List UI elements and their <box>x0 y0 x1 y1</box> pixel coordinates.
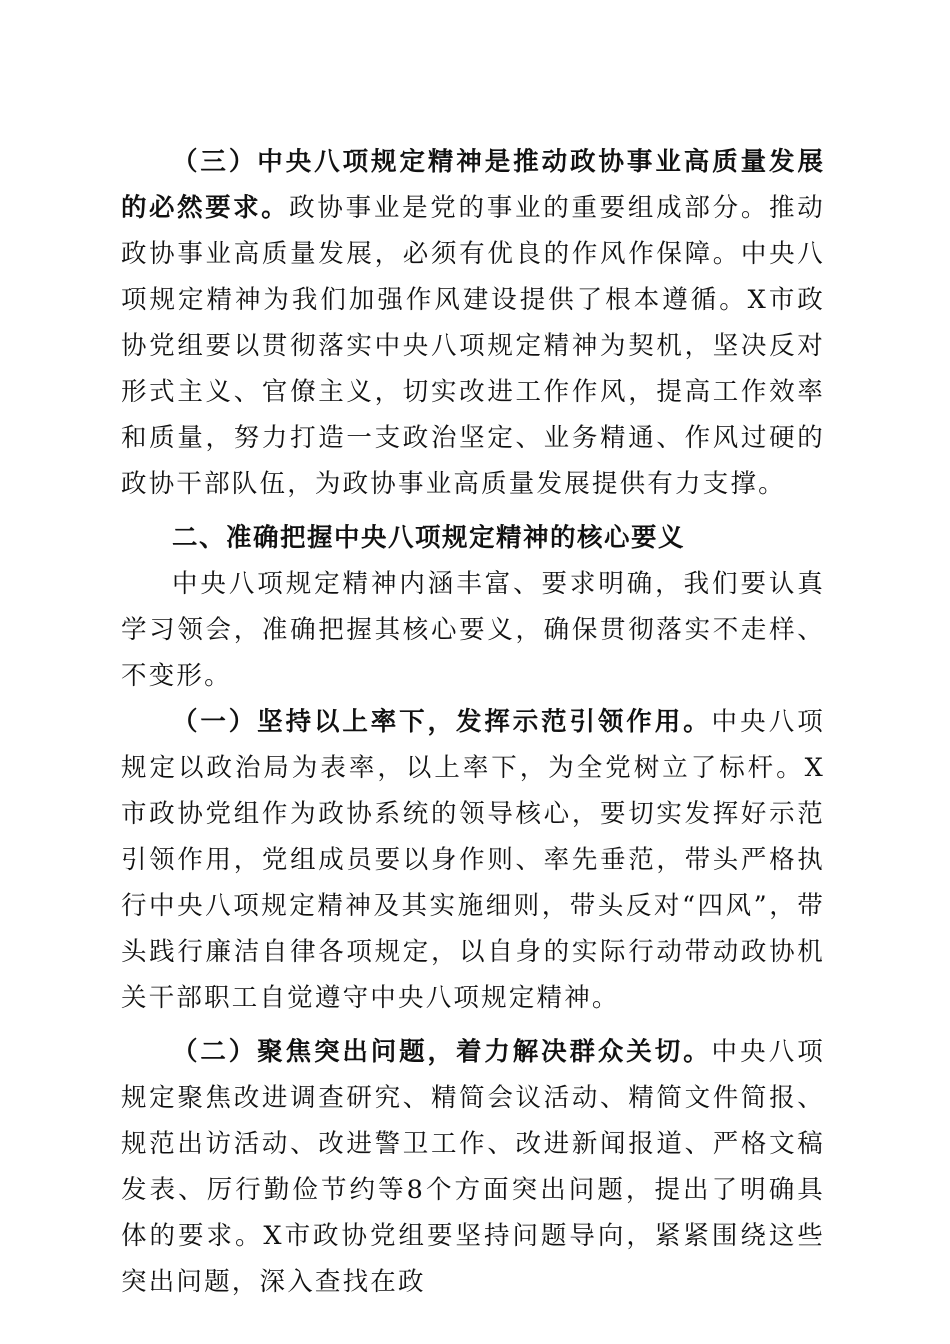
paragraph-lead: （二）聚焦突出问题，着力解决群众关切。 <box>172 1037 712 1067</box>
paragraph-text: 政协事业是党的事业的重要组成部分。推动政协事业高质量发展，必须有优良的作风作保障。中央八项规定精神为我们加强作风建设提供了根本遵循。X市政协党组要以贯彻落实中央八项规定精神为契机，坚决反对形式主义、官僚主义，切实改进工作作风，提高工作效率和质量，努力打造一支政治坚定、业务精通、作风过硬的政协干部队伍，为政协事业高质量发展提供有力支撑。 <box>121 193 825 499</box>
paragraph-text: 中央八项规定聚焦改进调查研究、精简会议活动、精简文件简报、规范出访活动、改进警卫工作、改进新闻报道、严格文稿发表、厉行勤俭节约等8个方面突出问题，提出了明确具体的要求。X市政协党组要坚持问题导向，紧紧围绕这些突出问题，深入查找在政 <box>121 1037 825 1297</box>
paragraph-section-three <box>121 139 825 507</box>
paragraph-text: 中央八项规定以政治局为表率，以上率下，为全党树立了标杆。X市政协党组作为政协系统的领导核心，要切实发挥好示范引领作用，党组成员要以身作则、率先垂范，带头严格执行中央八项规定精神及其实施细则，带头反对“四风”，带头践行廉洁自律各项规定，以自身的实际行动带动政协机关干部职工自觉遵守中央八项规定精神。 <box>121 707 825 1013</box>
paragraph-lead: （一）坚持以上率下，发挥示范引领作用。 <box>172 707 712 737</box>
paragraph-text: 中央八项规定精神内涵丰富、要求明确，我们要认真学习领会，准确把握其核心要义，确保贯彻落实不走样、不变形。 <box>121 569 825 691</box>
paragraph-section-intro <box>121 561 825 699</box>
section-heading-two: 二、准确把握中央八项规定精神的核心要义 <box>172 523 686 553</box>
paragraph-point-two <box>121 1029 825 1305</box>
paragraph-lead: （三）中央八项规定精神是推动政协事业高质量发展的必然要求。 <box>121 147 825 223</box>
document-body <box>121 139 825 1305</box>
paragraph-point-one <box>121 699 825 1021</box>
